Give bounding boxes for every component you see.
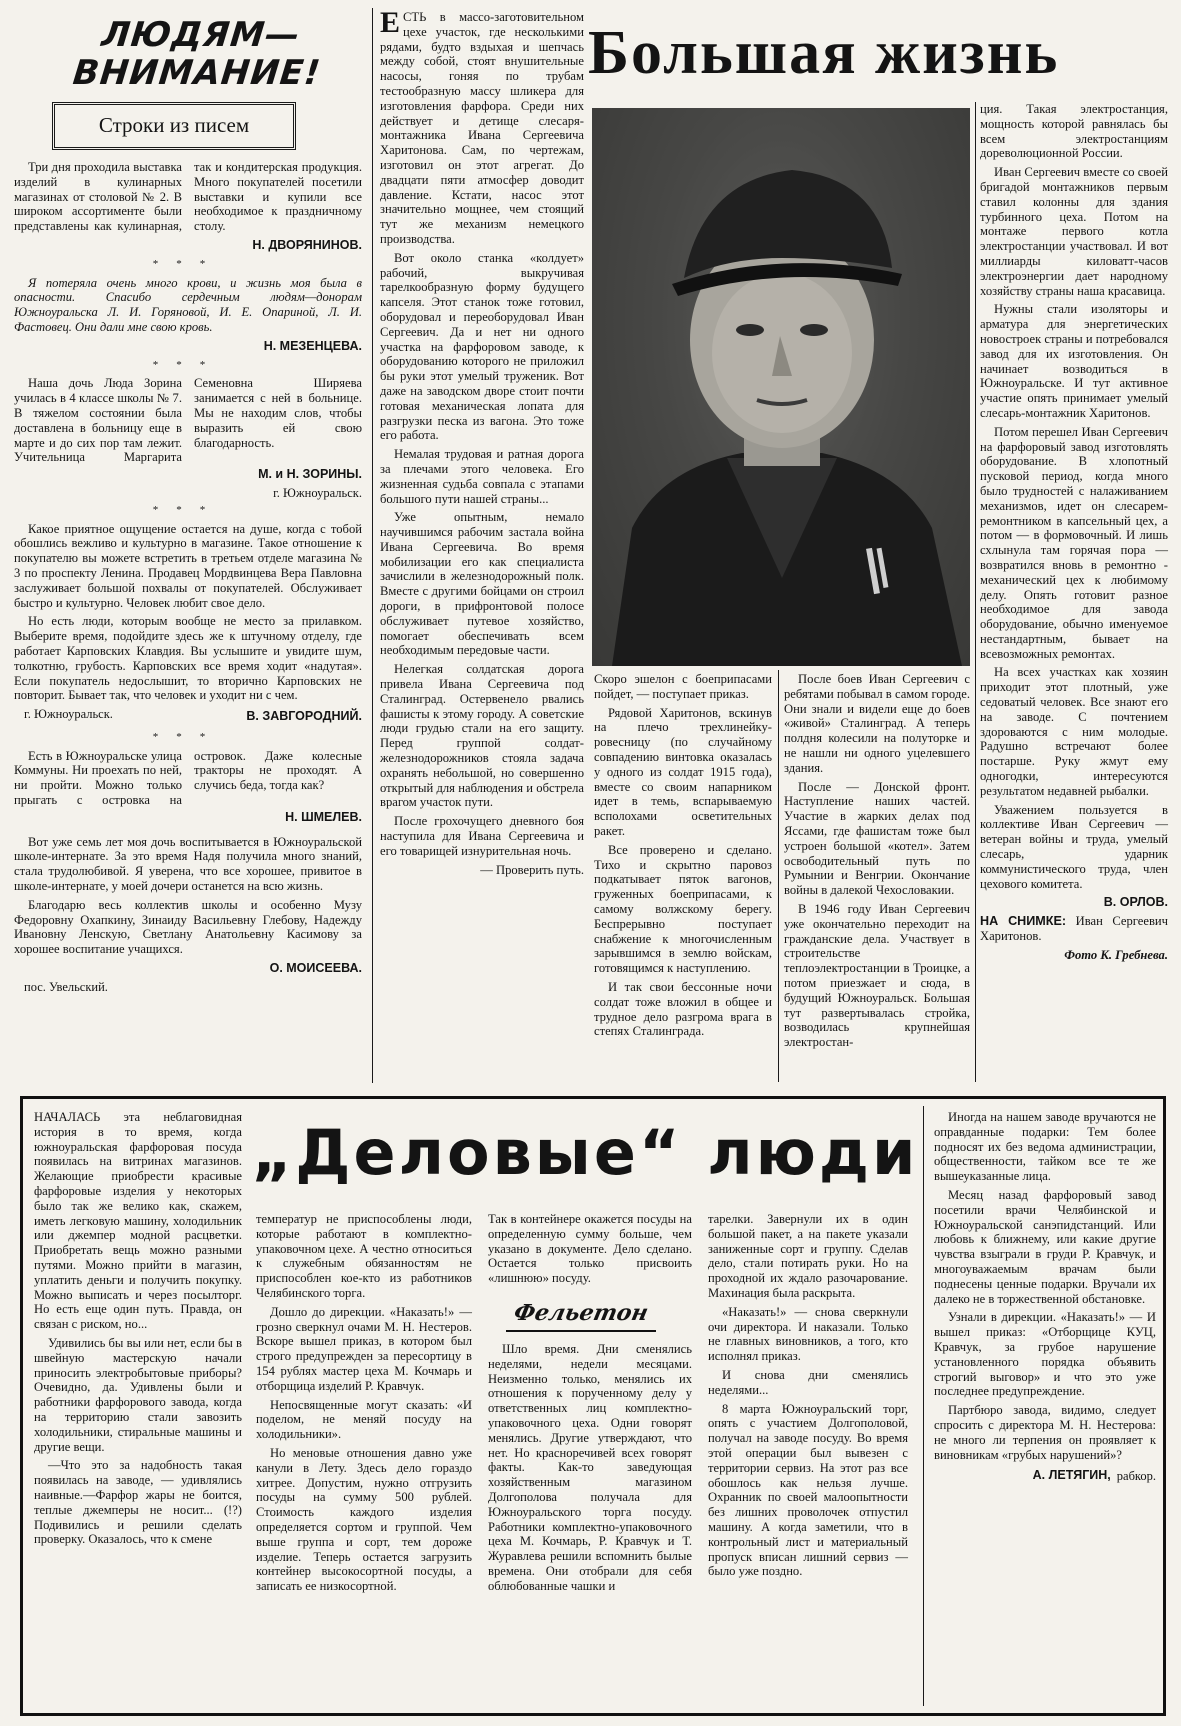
letter-4-text-2: Но есть люди, которым вообще не место за прилавком. Выберите время, подойдите здесь же к штучному отделу, где работает Карповских Клавдия. Вы услышите и увидите шум, толкотню, грубость. Карповских все время ходит «надутая». Если покупатель недослышит, то вторично Карповских не повторит. Бывает так, что человек и уходит ни с чем. (14, 614, 362, 703)
letter-3 (14, 376, 362, 465)
letter-5 (14, 749, 362, 808)
feuilleton-col-5-p1: Иногда на нашем заводе вручаются не оправданные подарки: Тем более подносят их без ведома администрации, общественности, тайком все те же вышеуказанные лица. (934, 1110, 1156, 1184)
column-rule (372, 8, 373, 1083)
big-life-col-3-p3: В 1946 году Иван Сергеевич уже окончательно переходит на гражданские дела. Участвует в строительстве теплоэлектростанции в Троицке, а потом приезжает и сюда, в будущий Южноуральск. Большая тут развертывалась стройка, возводилась крупнейшая электростан- (784, 901, 970, 1050)
letter-1-text: Три дня проходила выставка изделий в кулинарных магазинах от столовой № 2. В широком ассортименте были представлены как кулинарная, так и кондитерская продукция. Много покупателей посетили выставки и купили все необходимое к праздничному столу. (14, 160, 362, 234)
feuilleton-rubric (506, 1296, 656, 1332)
feuilleton-headline: „Деловые“ люди (251, 1116, 919, 1189)
photo-credit: Фото К. Гребнева. (1064, 947, 1168, 962)
portrait-figure (592, 108, 970, 666)
letters-body (14, 160, 362, 997)
separator-stars: *** (152, 730, 224, 743)
letter-1-signature: Н. ДВОРЯНИНОВ. (252, 237, 362, 252)
feuilleton-col-5-p4: Партбюро завода, видимо, следует спросить с директора М. Н. Нестерова: не много ли терпения он проявляет к виновникам «грубых нарушений»? (934, 1403, 1156, 1462)
feuilleton-col-2-p2: Дошло до дирекции. «Наказать!» — грозно сверкнул очами М. Н. Нестеров. Вскоре вышел приказ, в котором был строго предупрежден за пересортицу в 154 рублях мастер цеха М. Кочмарь и отборщица изделий Р. Кравчук. (256, 1304, 472, 1393)
big-life-col-4-p5: На всех участках как хозяин приходит этот плотный, уже седоватый человек. Все знают его на заводе. С почтением здороваются с ним молодые. Радушно встречают более постарше. Руку жмут ему одногодки, интересуются результатом недавней рыбалки. (980, 665, 1168, 798)
feuilleton-col-3-p2: Шло время. Дни сменялись неделями, недели месяцами. Неизменно только, менялись их отношения к порученному делу у ответственных лиц комплектно-упаковочного цеха. Одни говорят менялись. Другие утверждают, что нет. Но красноречивей всех говорят факты. Как-то заведующая хозяйственным магазином Долгополова получала для Южноуральского торга посуду. Работники комплектно-упаковочного цеха М. Кочмарь, Р. Кравчук и Т. Журавлева решили вспомнить былые времена. Они отобрали для себя облюбованные чашки и (488, 1341, 692, 1593)
feuilleton-col-4-p4: 8 марта Южноуральский торг, опять с участием Долгополовой, получал на заводе посуду. Во время этой операции был вывезен с территории сервиз. На этот раз все обошлось как нельзя лучше. Охранник по своей малоопытности без лишних проволочек отпустил машину. А когда заметили, что в контрольный лист и материальный пропуск вписан лишний сервиз — было уже поздно. (708, 1401, 908, 1579)
feuilleton-col-2 (256, 1212, 472, 1598)
big-life-col-2-p3: Все проверено и сделано. Тихо и скрытно паровоз подкатывает пяток вагонов, груженных боеприпасами, к самому волжскому берегу. Беспрерывно поступает снабжение к многочисленным зарывшимся в землю войскам, готовящимся к наступлению. (594, 842, 772, 976)
feuilleton-col-1-p3: —Что это за надобность такая появилась на заводе, — удивлялись наивные.—Фарфор жары не боится, теплые джемперы не носит... (!?) Подивились и решили сделать проверку. Оказалось, что к смене (34, 1458, 242, 1547)
big-life-col-1-p7: — Проверить путь. (480, 862, 584, 877)
letter-1 (14, 160, 362, 236)
big-life-col-1-p1-text: СТЬ в массо-заготовительном цехе участок, где несколькими рядами, будто вздыхая и шепчась между собой, стоят внушительные насосы, гоняя по трубам тестообразную массу шликера для изготовления фарфора. Среди них действует и детище слесаря-монтажника Ивана Сергеевича Харитонова. Сам, по чертежам, изготовил он этот агрегат. До двадцати пяти атмосфер доводит давление. Кстати, насос этот значительно мощнее, чем стоящий тут же механизм немецкого производства. (380, 10, 584, 246)
feuilleton-col-5 (934, 1110, 1156, 1487)
big-life-col-1-p6: После грохочущего дневного боя наступила для Ивана Сергеевича и его товарищей изнурительная ночь. (380, 814, 584, 858)
column-rule (923, 1106, 924, 1706)
feuilleton-author-role: рабкор. (1116, 1469, 1156, 1484)
feuilleton-col-4-p3: И снова дни сменялись неделями... (708, 1367, 908, 1397)
feuilleton-author: А. ЛЕТЯГИН, (1032, 1468, 1111, 1483)
feuilleton-col-4-p1: тарелки. Завернули их в один большой пакет, а на пакете указали заниженные сорт и группу. Сделав дело, стали потирать руки. Но на проходной их ждало разочарование. Махинация была раскрыта. (708, 1212, 908, 1300)
big-life-col-1-p4: Уже опытным, немало научившимся рабочим застала война Ивана Сергеевича. Во время мобилизации его как специалиста зачислили в железнодорожный полк. Вместе с другими бойцами он строил дороги, в прифронтовой полосе обслуживает путевое хозяйство, помогает обеспечивать всем необходимым передовые части. (380, 510, 584, 658)
letter-5-text: Есть в Южноуральске улица Коммуны. Ни проехать по ней, ни пройти. Можно только прыгать с островка на островок. Даже колесные тракторы не проходят. А случись беда, тогда как? (14, 748, 362, 808)
big-life-col-2-p1: Скоро эшелон с боеприпасами пойдет, — поступает приказ. (594, 672, 772, 701)
dropcap: Е (380, 6, 401, 39)
photo-caption-label: НА СНИМКЕ: (980, 914, 1067, 929)
big-life-col-1 (380, 6, 584, 881)
letter-4-text: Какое приятное ощущение остается на душе, когда с тобой обошлись вежливо и культурно в магазине. Такое отношение к покупателю вы можете встретить в третьем отделе магазина № 3 по проспекту Ленина. Продавец Мордвинцева Вера Павловна заслуживает большой похвалы от покупателей. Обслуживает быстро и культурно. Человек любит свое дело. (14, 521, 362, 610)
separator-stars: *** (152, 358, 224, 371)
column-rule (975, 102, 976, 1082)
big-life-col-1-p5: Нелегкая солдатская дорога привела Ивана Сергеевича под Сталинград. Остервенело рвались фашисты к этому городу. А советские люди грудью стали на его защиту. Перед группой солдат-железнодорожников стояла задача охранять небольшой, но совершенно открытый для наблюдения и обстрела врагом участок пути. (380, 662, 584, 810)
photo-caption (980, 914, 1168, 944)
letter-6-signature: О. МОИСЕЕВА. (269, 961, 362, 976)
big-life-col-1-p2: Вот около станка «колдует» рабочий, выкручивая тарелкообразную форму будущего капселя. Этот станок тоже готовил, оборудовал и переоборудовал Иван Сергеевич. Да и нет ни одного участка на фарфоровом заводе, к оборудованию которого не приложил бы руки этот умелый труженик. Вот даже на заводском дворе стоит почти готовая механическая лопата для разгрузки песка из вагона. Это тоже его работа. (380, 250, 584, 443)
portrait-photo (592, 108, 970, 666)
separator-stars: *** (152, 257, 224, 270)
big-life-headline: Большая жизнь (588, 19, 1060, 87)
big-life-col-3-p2: После — Донской фронт. Наступление наших частей. Участие в жарких делах под Яссами, где фашистам тоже был устроен большой «котел». Затем освободительный путь по Румынии и Венгрии. Окончание войны в далекой Чехословакии. (784, 779, 970, 898)
big-life-col-4-p2: Иван Сергеевич вместе со своей бригадой монтажников первым ставил колонны для здания турбинного цеха. Потом на монтаже первого котла электростанции участвовал. И вот миллиарды киловатт-часов электроэнергии дает народному хозяйству страны наша красавица. (980, 165, 1168, 298)
letters-headline: ЛЮДЯМ— ВНИМАНИЕ! (71, 15, 323, 93)
letter-6-text: Вот уже семь лет моя дочь воспитывается в Южноуральской школе-интернате. За это время Надя получила много знаний, стала трудолюбивой. Я уверена, что все хорошее, привитое в школе-интернате, у моей дочери останется на всю жизнь. (14, 834, 362, 894)
feuilleton-col-1 (34, 1110, 242, 1551)
letter-2-text: Я потеряла очень много крови, и жизнь моя была в опасности. Спасибо сердечным людям—донорам Южноуральска Л. И. Горяновой, И. Е. Опариной, Л. И. Фастовец. Они дали мне свою кровь. (14, 275, 362, 334)
feuilleton-col-1-p1-text: НАЧАЛАСЬ эта неблаговидная история в то время, когда южноуральская фарфоровая посуда появилась на витринах магазинов. Желающие приобрести красивые фарфоровые изделия у некоторых было так же велико как, скажем, иметь легковую машину, холодильник или джемпер модной расцветки. Приобретать вещь можно разными путями. Можно прийти в магазин, уплатить деньги и получить покупку. Можно выписать и через посылторг. Но есть еще один путь. Правда, он связан с риском, но... (34, 1110, 242, 1332)
big-life-col-4 (980, 102, 1168, 963)
big-life-col-4-p6: Уважением пользуется в коллективе Иван Сергеевич — ветеран войны и труда, умелый слесарь, ударник коммунистического труда, член цехового комитета. (980, 802, 1168, 891)
feuilleton-col-2-p1: температур не приспособлены люди, которые работают в комплектно-упаковочном цехе. А честно относиться к служебным обязанностям не приспособлен кое-кто из работников Челябинского торга. (256, 1212, 472, 1300)
photo-caption-text: Иван Сергеевич Харитонов. (980, 914, 1168, 944)
letter-5-signature: Н. ШМЕЛЕВ. (285, 809, 362, 824)
letters-subheadline: Строки из писем (98, 113, 250, 137)
letter-4-signature: В. ЗАВГОРОДНИЙ. (246, 709, 362, 724)
big-life-col-4-p1: ция. Такая электростанция, мощность которой равнялась бы всем электростанциям дореволюционной России. (980, 102, 1168, 161)
column-rule (778, 670, 779, 1082)
feuilleton-col-3-p1: Так в контейнере окажется посуды на определенную сумму больше, чем указано в документе. Дело сделано. Остается только присвоить «лишнюю» посуду. (488, 1212, 692, 1286)
letter-4-footer (14, 707, 362, 728)
big-life-col-2-p4: И так свои бессонные ночи солдат тоже вложил в общее и трудное дело разгрома врага в степях Сталинграда. (594, 979, 772, 1039)
big-life-col-2-p2: Рядовой Харитонов, вскинув на плечо трехлинейку-ровесницу (по случайному совпадению винтовка оказалась у одного из солдат 1915 года), вместе со своим напарником идет в темь, вспарываемую всполохами осветительных ракет. (594, 705, 772, 838)
feuilleton-author-line (934, 1466, 1156, 1487)
big-life-author: В. ОРЛОВ. (1103, 895, 1168, 910)
letter-3-signature: М. и Н. ЗОРИНЫ. (258, 467, 362, 482)
big-life-col-1-p3: Немалая трудовая и ратная дорога за плечами этого человека. Его жизненная судьба совпала с этапами большого пути нашей страны... (380, 447, 584, 506)
letter-3-location: г. Южноуральск. (273, 485, 362, 500)
big-life-col-2 (594, 672, 772, 1043)
feuilleton-col-4-p2: «Наказать!» — снова сверкнули очи директора. И наказали. Только не главных виновников, а того, кто исполнял приказ. (708, 1304, 908, 1364)
feuilleton-col-2-p3: Непосвященные могут сказать: «И поделом, не меняй посуду на холодильники». (256, 1397, 472, 1442)
feuilleton-col-2-p4: Но меновые отношения давно уже канули в Лету. Здесь дело гораздо хитрее. Допустим, нужно отгрузить посуды на сумму 500 рублей. Стоимость каждого изделия определяется сортом и группой. Чем выше группа и сорт, тем дороже изделие. Теперь остается загрузить контейнер высокосортной посуды, а записать ее низкосортной. (256, 1445, 472, 1594)
feuilleton-col-4 (708, 1212, 908, 1583)
feuilleton-col-1-p2: Удивились бы вы или нет, если бы в швейную мастерскую начали приносить электробытовые приборы? Очевидно, да. Удивлены были и работники фарфорового завода, когда на территорию стали завозить холодильники, стиральные машины и другие вещи. (34, 1335, 242, 1454)
big-life-col-4-p3: Нужны стали изоляторы и арматура для энергетических новостроек страны и потребовался завод для их изготовления. Он начинает возводиться в Южноуральске. И тут активное участие опять принимает умелый слесарь-монтажник Харитонов. (980, 302, 1168, 420)
letters-subheadline-box (52, 102, 296, 150)
feuilleton-col-5-p3: Узнали в дирекции. «Наказать!» — И вышел приказ: «Отборщице КУЦ, Кравчук, за грубое нарушение установленного порядка объявить строгий выговор» и что это уже последнее предупреждение. (934, 1310, 1156, 1399)
letter-3-text: Наша дочь Люда Зорина училась в 4 классе школы № 7. В тяжелом состоянии была доставлена в больницу еще в марте и до сих пор там лежит. Учительница Маргарита Семеновна Ширяева занимается с ней в больнице. Мы не находим слов, чтобы выразить ей свою благодарность. (14, 376, 362, 465)
feuilleton-col-5-p2: Месяц назад фарфоровый завод посетили врачи Челябинской и Южноуральской санэпидстанций. Или любовь к ближнему, или какие другие чувства взыграли в груди Р. Кравчук, и многоуважаемым врачам были поднесены ценные подарки. Вручали их далеко не в торжественной обстановке. (934, 1187, 1156, 1306)
feuilleton-col-3 (488, 1212, 692, 1598)
feuilleton-col-1-p1 (34, 1110, 242, 1332)
letter-2-signature: Н. МЕЗЕНЦЕВА. (263, 338, 362, 353)
letter-6-text-2: Благодарю весь коллектив школы и особенно Музу Федоровну Охапкину, Зинаиду Васильевну Глебову, Надежду Ивановну Ленскую, Светлану Анатольевну Касимову за хорошее воспитание учащихся. (14, 897, 362, 957)
letter-6-location: пос. Увельский. (24, 979, 108, 994)
letters-section (14, 8, 364, 1088)
big-life-col-1-p1 (380, 6, 584, 247)
feuilleton-rubric-text: Фельетон (511, 1299, 651, 1326)
big-life-col-4-p4: Потом перешел Иван Сергеевич на фарфоровый завод изготовлять оборудование. В хлопотный пусковой период, когда много было трудностей с налаживанием механизмов, идет он слесарем-ремонтником в капсельный цех, а потом — в формовочный. И лишь схлынула там горячая пора — возвратился вновь в ремонтно - механический цех к любимому делу. Опять готовит разное необходимое для завода оборудование, обычно именуемое нестандартным, бывает на всевозможных ремонтах. (980, 424, 1168, 661)
separator-stars: *** (152, 503, 224, 516)
letter-4-location: г. Южноуральск. (24, 707, 113, 722)
big-life-col-3 (784, 672, 970, 1054)
big-life-col-3-p1: После боев Иван Сергеевич с ребятами побывал в самом городе. Они знали и видели еще до боев «живой» Сталинград. А теперь полдня колесили на полуторке и не нашли ни одного уцелевшего здания. (784, 672, 970, 775)
